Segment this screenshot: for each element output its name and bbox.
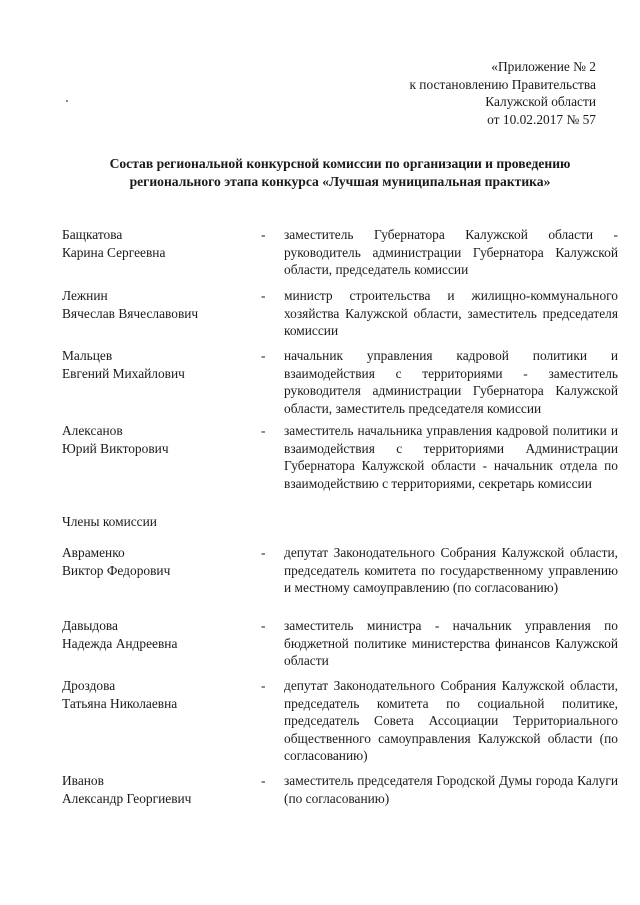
member-role: заместитель председателя Городской Думы города Калуги (по согласованию) — [284, 773, 618, 806]
scan-speck — [66, 100, 68, 102]
separator-dash: - — [261, 288, 266, 303]
member-given-names: Надежда Андреевна — [62, 635, 178, 651]
member-given-names: Александр Георгиевич — [62, 790, 192, 806]
member-name — [62, 226, 252, 261]
member-role: заместитель начальника управления кадровой политики и взаимодействия с территориями Администрации Губернатора Калужской области - начальник отдела по взаимодействию с территориями, секретарь комиссии — [284, 423, 618, 491]
separator-dash: - — [261, 678, 266, 693]
separator-dash: - — [261, 773, 266, 788]
separator-dash: - — [261, 348, 266, 363]
member-name — [62, 772, 252, 807]
member-given-names: Татьяна Николаевна — [62, 695, 178, 711]
annex-line-4: от 10.02.2017 № 57 — [487, 111, 596, 127]
title-line-2: регионального этапа конкурса «Лучшая муниципальная практика» — [129, 173, 551, 189]
annex-line-3: Калужской области — [485, 94, 596, 110]
member-given-names: Юрий Викторович — [62, 440, 169, 456]
title-line-1: Состав региональной конкурсной комиссии по организации и проведению — [109, 156, 571, 171]
separator-dash: - — [261, 618, 266, 633]
member-role: министр строительства и жилищно-коммунального хозяйства Калужской области, заместитель председателя комиссии — [284, 288, 618, 339]
member-role: начальник управления кадровой политики и взаимодействия с территориями - заместитель руководителя администрации Губернатора Калужской области, заместитель председателя комиссии — [284, 348, 618, 416]
member-role: заместитель министра - начальник управления по бюджетной политике министерства финансов Калужской области — [284, 618, 618, 669]
member-surname: Авраменко — [62, 545, 125, 560]
member-given-names: Вячеслав Вячеславович — [62, 305, 199, 321]
member-name — [62, 422, 252, 457]
member-surname: Лежнин — [62, 288, 108, 303]
separator-dash: - — [261, 227, 266, 242]
member-surname: Бащкатова — [62, 227, 123, 242]
member-surname: Алексанов — [62, 423, 123, 438]
annex-line-2: к постановлению Правительства — [409, 76, 596, 92]
member-surname: Мальцев — [62, 348, 113, 363]
separator-dash: - — [261, 423, 266, 438]
annex-header — [409, 58, 596, 128]
members-heading: Члены комиссии — [62, 514, 157, 529]
member-given-names: Евгений Михайлович — [62, 365, 185, 381]
member-given-names: Виктор Федорович — [62, 562, 171, 578]
member-name — [62, 617, 252, 652]
member-name — [62, 677, 252, 712]
member-role: заместитель Губернатора Калужской области - руководитель администрации Губернатора Калужской области, председатель комиссии — [284, 227, 618, 278]
member-surname: Дроздова — [62, 678, 116, 693]
member-name — [62, 347, 252, 382]
member-name — [62, 287, 252, 322]
member-role: депутат Законодательного Собрания Калужской области, председатель комитета по социальной политике, председатель Совета Ассоциации Территориального общественного самоуправления Калужской области (по согласованию) — [284, 678, 618, 764]
member-name — [62, 544, 252, 579]
member-surname: Давыдова — [62, 618, 118, 633]
member-surname: Иванов — [62, 773, 104, 788]
separator-dash: - — [261, 545, 266, 560]
member-role: депутат Законодательного Собрания Калужской области, председатель комитета по государственному управлению и местному самоуправлению (по согласованию) — [284, 545, 618, 596]
document-title — [60, 155, 620, 191]
member-given-names: Карина Сергеевна — [62, 244, 166, 260]
annex-line-1: «Приложение № 2 — [491, 59, 596, 74]
